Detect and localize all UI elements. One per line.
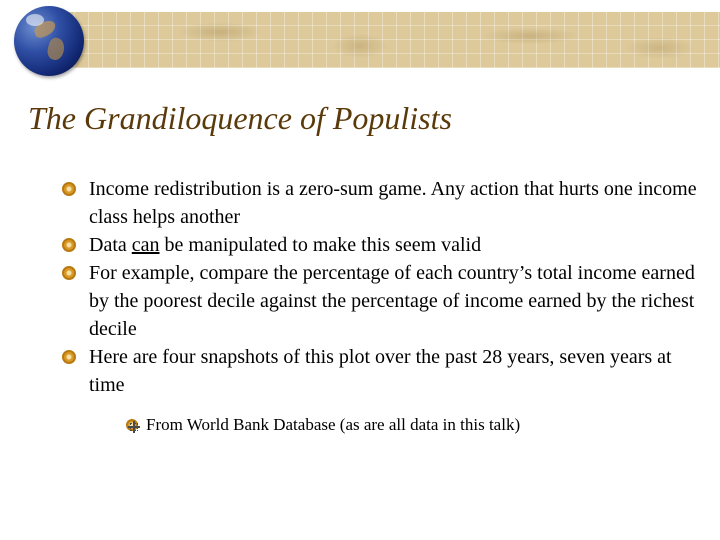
sub-bullet-text: From World Bank Database (as are all data in this talk) — [146, 415, 521, 434]
bullet-list — [62, 175, 702, 437]
bullet-item — [62, 231, 702, 259]
underlined-word: can — [131, 234, 160, 256]
bullet-circle-icon — [62, 350, 76, 364]
sub-bullet-item — [126, 413, 702, 437]
slide-title: The Grandiloquence of Populists — [28, 100, 452, 136]
bullet-circle-icon — [62, 266, 76, 280]
header-band — [60, 12, 720, 68]
globe-icon — [14, 6, 84, 76]
bullet-item — [62, 175, 702, 231]
bullet-text-after: be manipulated to make this seem valid — [159, 234, 482, 256]
bullet-circle-icon — [62, 238, 76, 252]
bullet-text: Here are four snapshots of this plot over the past 28 years, seven years at time — [89, 346, 672, 396]
bullet-text: Income redistribution is a zero-sum game. Any action that hurts one income class helps another — [89, 178, 697, 228]
bullet-text-before: Data — [89, 234, 132, 256]
bullet-circle-icon — [62, 182, 76, 196]
cross-square-icon — [126, 419, 138, 431]
bullet-text: For example, compare the percentage of each country’s total income earned by the poorest decile against the percentage of income earned by the richest decile — [89, 262, 695, 340]
bullet-item — [62, 343, 702, 437]
bullet-item — [62, 259, 702, 343]
